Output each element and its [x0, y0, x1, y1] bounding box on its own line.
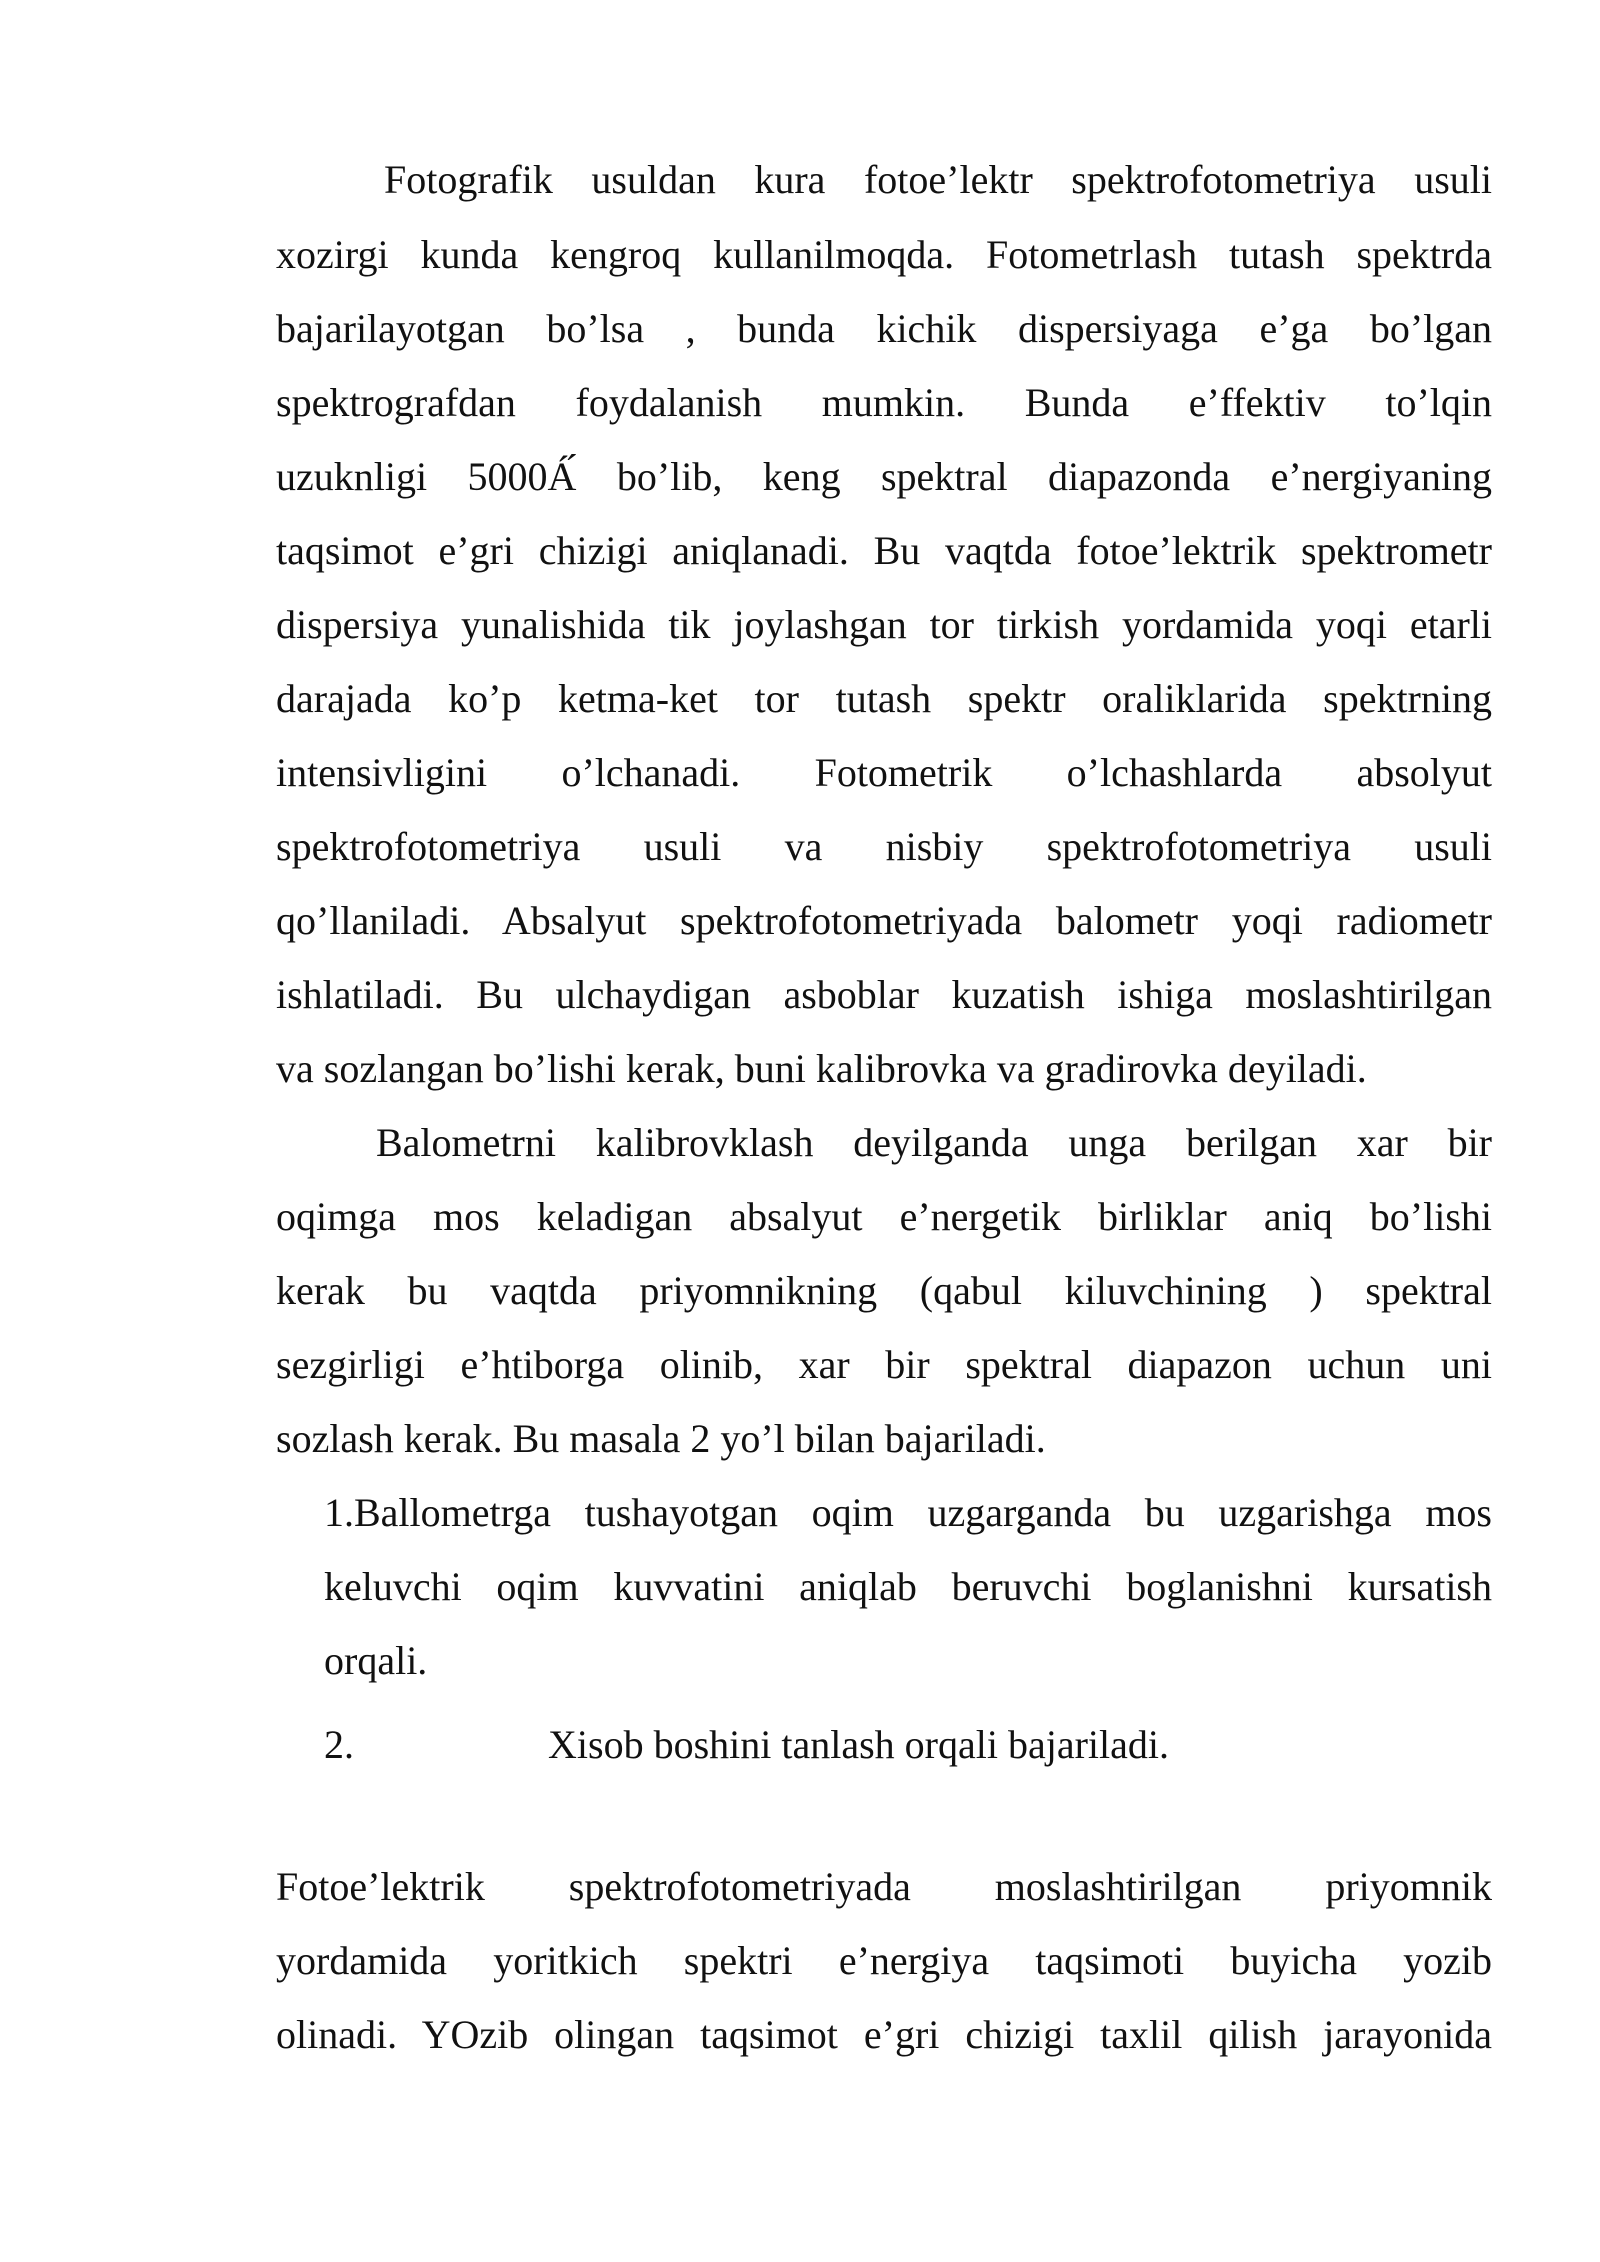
list-item-1-line: keluvchi oqim kuvvatini aniqlab beruvchi boglanishni kursatish: [324, 1564, 1492, 1609]
paragraph-line: bajarilayotgan bo’lsa , bunda kichik dispersiyaga e’ga bo’lgan: [276, 306, 1492, 351]
list-item-1-line: 1.Ballometrga tushayotgan oqim uzgarganda bu uzgarishga mos: [324, 1490, 1492, 1535]
paragraph-line: intensivligini o’lchanadi. Fotometrik o’lchashlarda absolyut: [276, 750, 1492, 795]
paragraph-line: Balometrni kalibrovklash deyilganda unga berilgan xar bir: [376, 1120, 1492, 1165]
paragraph-line: spektrofotometriya usuli va nisbiy spektrofotometriya usuli: [276, 824, 1492, 869]
paragraph-line: olinadi. YOzib olingan taqsimot e’gri chizigi taxlil qilish jarayonida: [276, 2012, 1492, 2057]
paragraph-line: darajada ko’p ketma-ket tor tutash spektr oraliklarida spektrning: [276, 676, 1492, 721]
paragraph-line: spektrografdan foydalanish mumkin. Bunda e’ffektiv to’lqin: [276, 380, 1492, 425]
paragraph-line: kerak bu vaqtda priyomnikning (qabul kiluvchining ) spektral: [276, 1268, 1492, 1313]
list-item-1-line: orqali.: [324, 1638, 428, 1683]
paragraph-line: va sozlangan bo’lishi kerak, buni kalibrovka va gradirovka deyiladi.: [276, 1046, 1367, 1091]
paragraph-line: dispersiya yunalishida tik joylashgan tor tirkish yordamida yoqi etarli: [276, 602, 1492, 647]
list-item-2-text: Xisob boshini tanlash orqali bajariladi.: [548, 1722, 1169, 1767]
paragraph-line: sezgirligi e’htiborga olinib, xar bir spektral diapazon uchun uni: [276, 1342, 1492, 1387]
paragraph-line: qo’llaniladi. Absalyut spektrofotometriyada balometr yoqi radiometr: [276, 898, 1492, 943]
paragraph-line: ishlatiladi. Bu ulchaydigan asboblar kuzatish ishiga moslashtirilgan: [276, 972, 1492, 1017]
paragraph-line: oqimga mos keladigan absalyut e’nergetik birliklar aniq bo’lishi: [276, 1194, 1492, 1239]
paragraph-line: xozirgi kunda kengroq kullanilmoqda. Fotometrlash tutash spektrda: [276, 232, 1492, 277]
paragraph-line: Fotografik usuldan kura fotoe’lektr spektrofotometriya usuli: [384, 157, 1492, 202]
paragraph-line: Fotoe’lektrik spektrofotometriyada moslashtirilgan priyomnik: [276, 1864, 1492, 1909]
paragraph-line: uzuknligi 5000Á́ bo’lib, keng spektral diapazonda e’nergiyaning: [276, 454, 1492, 499]
paragraph-line: sozlash kerak. Bu masala 2 yo’l bilan bajariladi.: [276, 1416, 1046, 1461]
paragraph-line: yordamida yoritkich spektri e’nergiya taqsimoti buyicha yozib: [276, 1938, 1492, 1983]
paragraph-line: taqsimot e’gri chizigi aniqlanadi. Bu vaqtda fotoe’lektrik spektrometr: [276, 528, 1492, 573]
list-item-2-number: 2.: [324, 1722, 354, 1767]
